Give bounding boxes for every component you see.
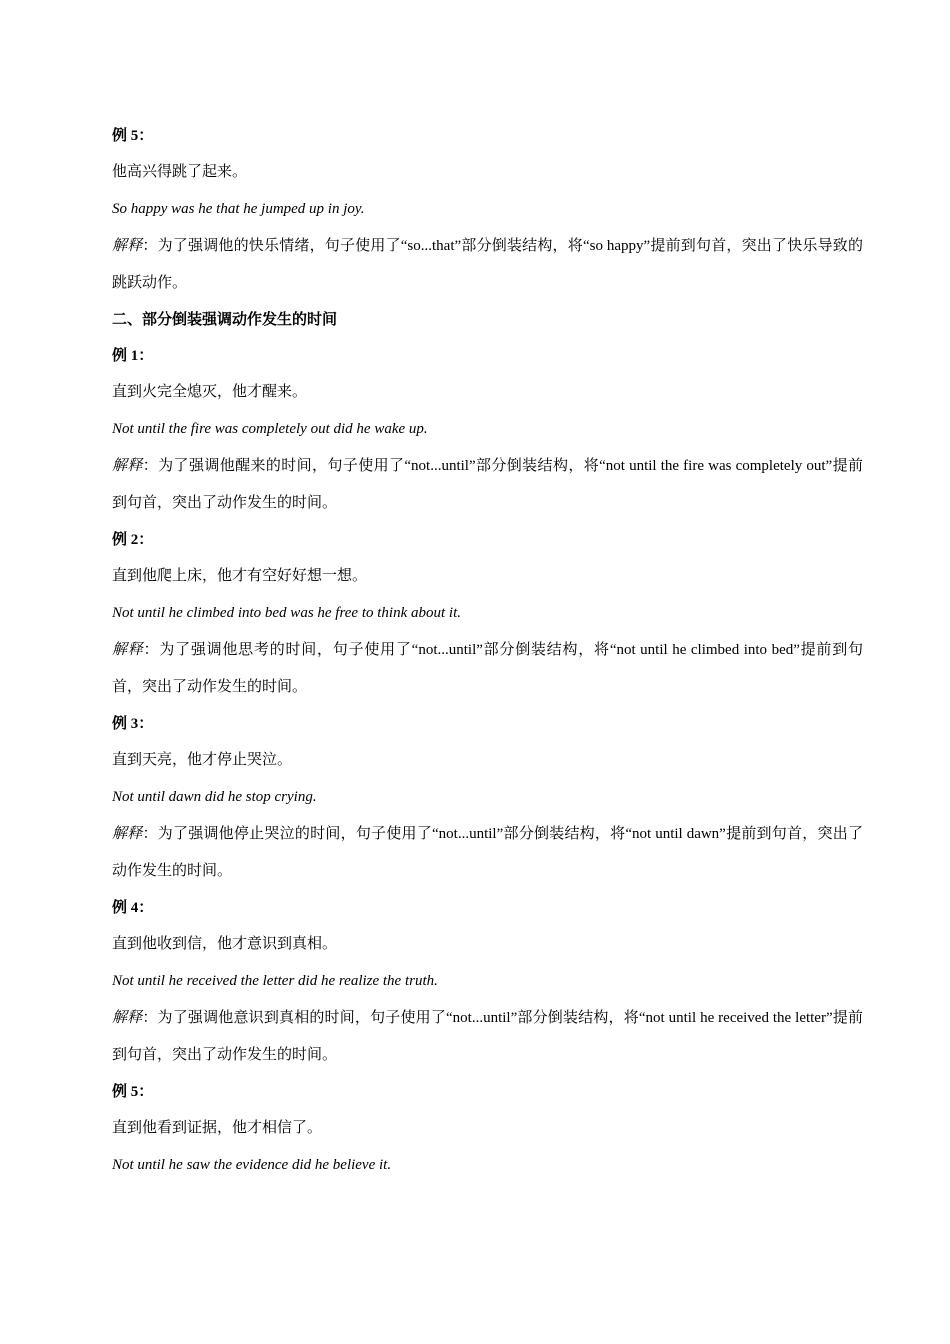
document-page	[112, 118, 863, 1184]
example-label: 例 5：	[112, 1084, 154, 1100]
example-chinese: 直到火完全熄灭，他才醒来。	[112, 384, 308, 400]
explanation-text: ：为了强调他停止哭泣的时间，句子使用了“not...until”部分倒装结构，将“not until dawn”提前到句首，突出了动作发生的时间。	[112, 826, 863, 879]
example-chinese: 直到他爬上床，他才有空好好想一想。	[112, 568, 368, 584]
explanation-text: ：为了强调他思考的时间，句子使用了“not...until”部分倒装结构，将“not until he climbed into bed”提前到句首，突出了动作发生的时间。	[112, 642, 863, 695]
explanation-tag: 解释	[112, 238, 143, 254]
example-chinese: 直到天亮，他才停止哭泣。	[112, 752, 293, 768]
example-explanation	[112, 632, 863, 706]
example-english: Not until he received the letter did he realize the truth.	[112, 973, 438, 989]
explanation-tag: 解释	[112, 642, 144, 658]
explanation-text: ：为了强调他意识到真相的时间，句子使用了“not...until”部分倒装结构，将“not until he received the letter”提前到句首，突出了动作发生的时间。	[112, 1010, 863, 1063]
example-english: Not until dawn did he stop crying.	[112, 789, 317, 805]
example-explanation	[112, 448, 863, 522]
example-label: 例 3：	[112, 716, 154, 732]
explanation-text: ：为了强调他的快乐情绪，句子使用了“so...that”部分倒装结构，将“so happy”提前到句首，突出了快乐导致的跳跃动作。	[112, 238, 863, 291]
example-english: So happy was he that he jumped up in joy.	[112, 201, 365, 217]
example-english: Not until he climbed into bed was he free to think about it.	[112, 605, 461, 621]
example-explanation	[112, 228, 863, 302]
example-english: Not until he saw the evidence did he believe it.	[112, 1157, 392, 1173]
explanation-text: ：为了强调他醒来的时间，句子使用了“not...until”部分倒装结构，将“not until the fire was completely out”提前到句首，突出了动作发生的时间。	[112, 458, 863, 511]
example-explanation	[112, 816, 863, 890]
explanation-tag: 解释	[112, 1010, 143, 1026]
section-heading: 二、部分倒装强调动作发生的时间	[112, 312, 338, 328]
example-label: 例 5：	[112, 128, 154, 144]
explanation-tag: 解释	[112, 458, 143, 474]
example-chinese: 直到他看到证据，他才相信了。	[112, 1120, 323, 1136]
example-label: 例 2：	[112, 532, 154, 548]
explanation-tag: 解释	[112, 826, 143, 842]
example-english: Not until the fire was completely out did he wake up.	[112, 421, 428, 437]
example-chinese: 他高兴得跳了起来。	[112, 164, 248, 180]
example-label: 例 1：	[112, 348, 154, 364]
example-label: 例 4：	[112, 900, 154, 916]
example-chinese: 直到他收到信，他才意识到真相。	[112, 936, 338, 952]
example-explanation	[112, 1000, 863, 1074]
